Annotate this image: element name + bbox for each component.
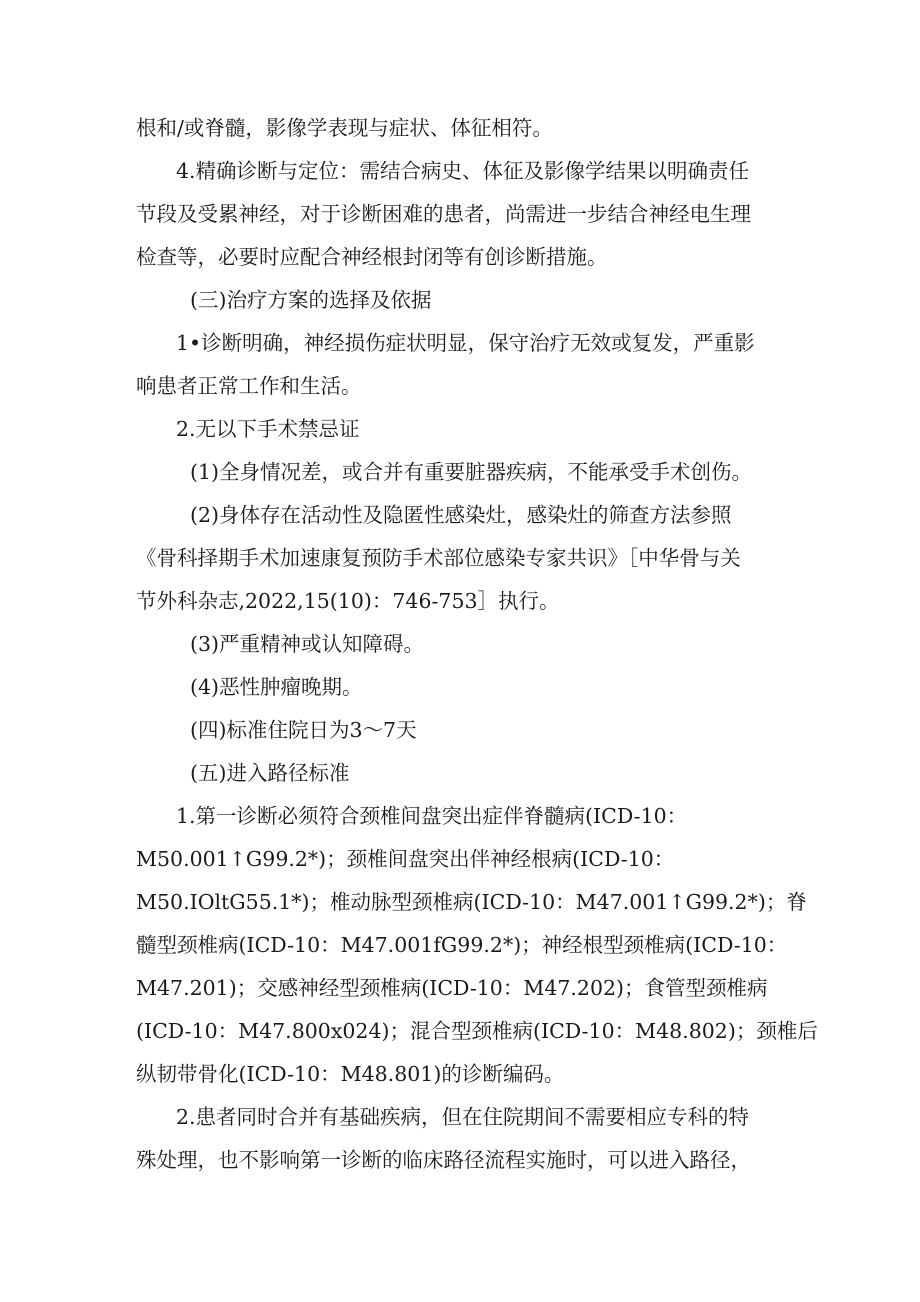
list-item-4: 4.精确诊断与定位：需结合病史、体征及影像学结果以明确责任 — [176, 159, 750, 183]
sub-item-4: (4)恶性肿瘤晚期。 — [190, 675, 363, 699]
text-line: M47.201)；交感神经型颈椎病(ICD-10：M47.202)；食管型颈椎病 — [136, 976, 768, 1000]
text-line: 节外科杂志,2022,15(10)：746-753］执行。 — [136, 589, 560, 613]
text-line: 响患者正常工作和生活。 — [136, 374, 362, 398]
text-line: M50.001↑G99.2*)；颈椎间盘突出伴神经根病(ICD-10： — [136, 847, 675, 871]
text-line: (ICD-10：M47.800x024)；混合型颈椎病(ICD-10：M48.802)；颈椎后 — [136, 1019, 818, 1043]
text-line: 节段及受累神经，对于诊断困难的患者，尚需进一步结合神经电生理 — [136, 202, 751, 226]
text-line: M50.IOltG55.1*)；椎动脉型颈椎病(ICD-10：M47.001↑G99.2*)；脊 — [136, 890, 807, 914]
sub-item-2: (2)身体存在活动性及隐匿性感染灶，感染灶的筛查方法参照 — [190, 503, 732, 527]
section-heading-5: (五)进入路径标准 — [190, 761, 350, 785]
section-heading-4: (四)标准住院日为3～7天 — [190, 718, 417, 742]
text-line: 纵韧带骨化(ICD-10：M48.801)的诊断编码。 — [136, 1062, 565, 1086]
text-line: 检查等，必要时应配合神经根封闭等有创诊断措施。 — [136, 245, 608, 269]
list-item-1: 1•诊断明确，神经损伤症状明显，保守治疗无效或复发，严重影 — [176, 331, 755, 355]
list-item-2: 2.无以下手术禁忌证 — [176, 417, 360, 441]
sub-item-1: (1)全身情况差，或合并有重要脏器疾病，不能承受手术创伤。 — [190, 460, 753, 484]
text-line: 根和/或脊髓，影像学表现与症状、体征相符。 — [136, 116, 553, 140]
text-line: 殊处理，也不影响第一诊断的临床路径流程实施时，可以进入路径， — [136, 1148, 751, 1172]
text-line: 《骨科择期手术加速康复预防手术部位感染专家共识》［中华骨与关 — [136, 546, 741, 570]
list-item-1: 1.第一诊断必须符合颈椎间盘突出症伴脊髓病(ICD-10： — [176, 804, 688, 828]
list-item-2: 2.患者同时合并有基础疾病，但在住院期间不需要相应专科的特 — [176, 1105, 750, 1129]
sub-item-3: (3)严重精神或认知障碍。 — [190, 632, 425, 656]
text-line: 髓型颈椎病(ICD-10：M47.001fG99.2*)；神经根型颈椎病(ICD-10： — [136, 933, 788, 957]
section-heading-3: (三)治疗方案的选择及依据 — [190, 288, 432, 312]
